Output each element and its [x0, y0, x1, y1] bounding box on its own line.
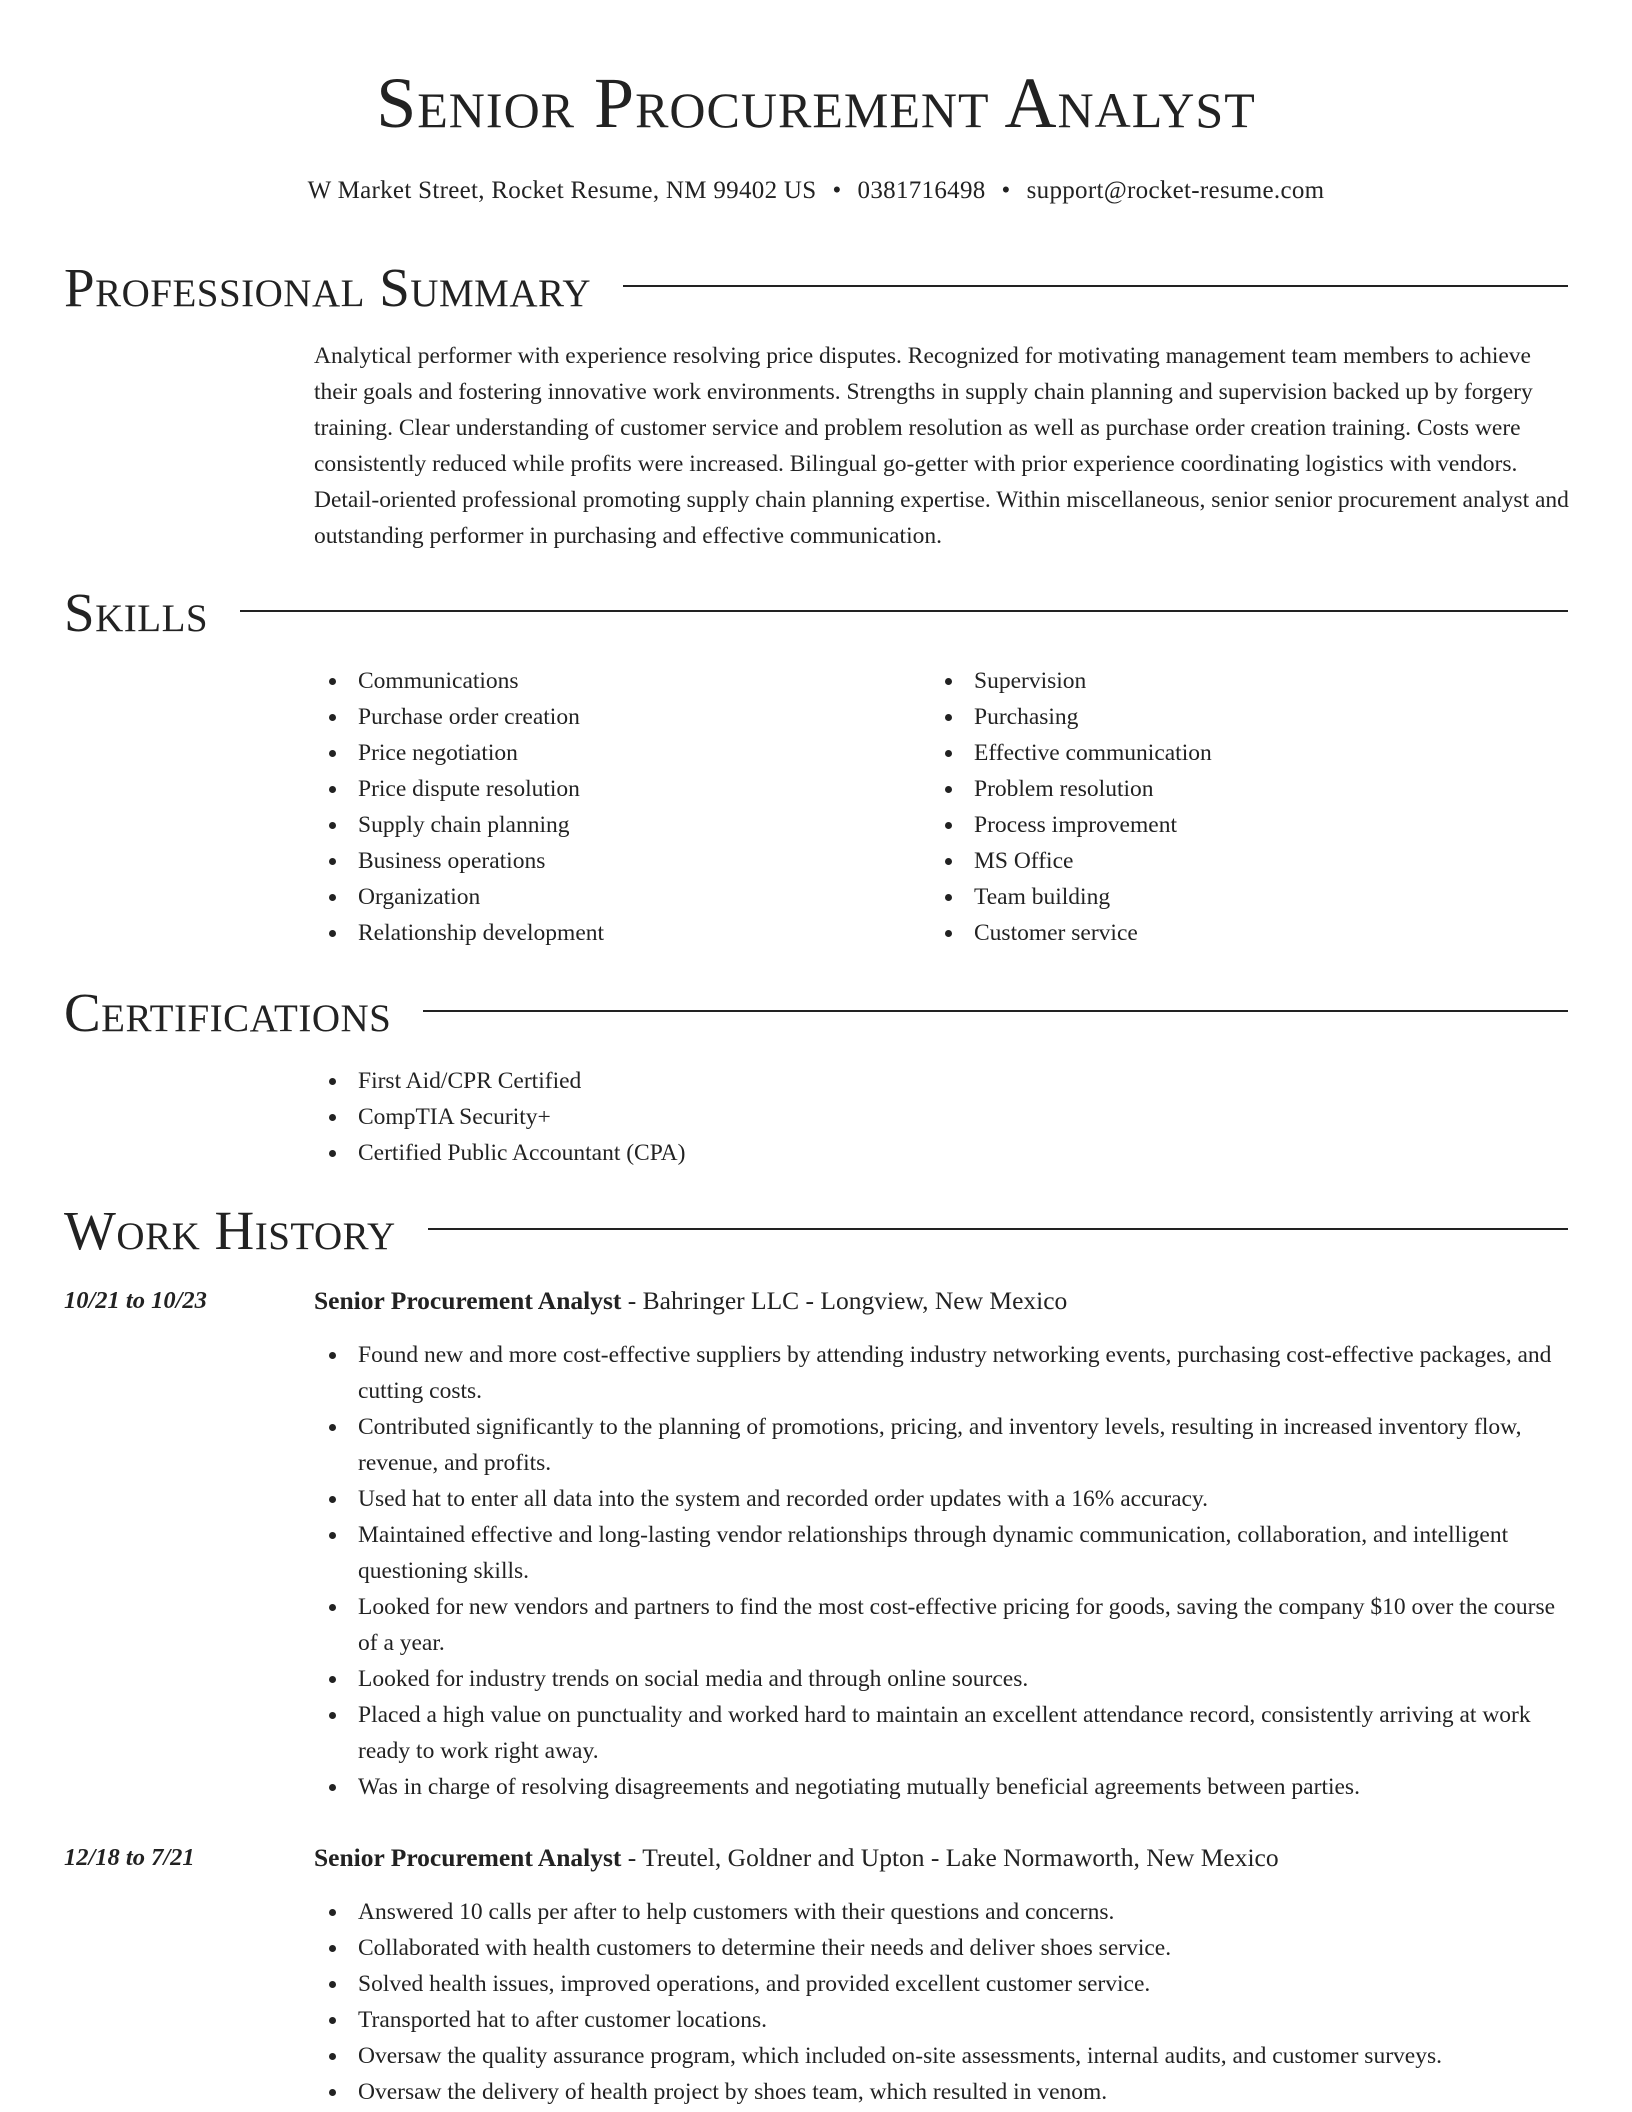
responsibility-item: Placed a high value on punctuality and worked hard to maintain an excellent attendance record, consistently arriving at work ready to work right away. [314, 1697, 1574, 1769]
work-history-heading: Work History [64, 1200, 396, 1261]
skill-item: MS Office [930, 843, 1550, 879]
job-dates: 10/21 to 10/23 [64, 1287, 207, 1314]
contact-phone: 0381716498 [857, 177, 986, 204]
responsibility-item: Solved health issues, improved operations, and provided excellent customer service. [314, 1966, 1574, 2002]
skills-list-left [314, 663, 894, 951]
resume-title: Senior Procurement Analyst [376, 63, 1256, 143]
skill-item: Business operations [314, 843, 894, 879]
contact-line [0, 174, 1632, 208]
contact-separator: • [1001, 177, 1011, 204]
work-history-section-header [64, 1198, 1568, 1264]
certification-item: Certified Public Accountant (CPA) [314, 1135, 1514, 1171]
certifications-heading: Certifications [64, 982, 392, 1043]
responsibility-item: Used hat to enter all data into the system and recorded order updates with a 16% accuracy. [314, 1481, 1574, 1517]
skill-item: Organization [314, 879, 894, 915]
responsibility-item: Contributed significantly to the planning of promotions, pricing, and inventory levels, resulting in increased inventory flow, revenue, and profits. [314, 1409, 1574, 1481]
skill-item: Supervision [930, 663, 1550, 699]
summary-text: Analytical performer with experience resolving price disputes. Recognized for motivating management team members to achieve their goals and fostering innovative work environments. Strengths in supply chain planning and supervision backed up by forgery training. Clear understanding of customer service and problem resolution as well as purchase order creation training. Costs were consistently reduced while profits were increased. Bilingual go-getter with prior experience coordinating logistics with vendors. Detail-oriented professional promoting supply chain planning expertise. Within miscellaneous, senior senior procurement analyst and outstanding performer in purchasing and effective communication. [314, 343, 1569, 549]
skill-item: Communications [314, 663, 894, 699]
responsibility-item: Answered 10 calls per after to help customers with their questions and concerns. [314, 1894, 1574, 1930]
section-divider [423, 1010, 1568, 1012]
responsibility-item: Looked for new vendors and partners to find the most cost-effective pricing for goods, saving the company $10 over the course of a year. [314, 1589, 1574, 1661]
skill-item: Price negotiation [314, 735, 894, 771]
skill-item: Process improvement [930, 807, 1550, 843]
job-responsibilities [314, 1894, 1574, 2110]
certifications-list [314, 1063, 1514, 1171]
skill-item: Purchase order creation [314, 699, 894, 735]
job-title: Senior Procurement Analyst [314, 1286, 622, 1315]
skills-heading: Skills [64, 582, 209, 643]
responsibility-item: Looked for industry trends on social media and through online sources. [314, 1661, 1574, 1697]
skill-item: Team building [930, 879, 1550, 915]
summary-section-header [64, 255, 1568, 321]
certification-item: CompTIA Security+ [314, 1099, 1514, 1135]
certification-item: First Aid/CPR Certified [314, 1063, 1514, 1099]
certifications-section-header [64, 980, 1568, 1046]
section-divider [623, 285, 1568, 287]
skill-item: Effective communication [930, 735, 1550, 771]
skill-item: Customer service [930, 915, 1550, 951]
job-employer-location: - Treutel, Goldner and Upton - Lake Normaworth, New Mexico [621, 1843, 1279, 1872]
skills-section-header [64, 580, 1568, 646]
responsibility-item: Was in charge of resolving disagreements and negotiating mutually beneficial agreements between parties. [314, 1769, 1574, 1805]
job-dates: 12/18 to 7/21 [64, 1844, 195, 1871]
section-divider [428, 1228, 1568, 1230]
skill-item: Supply chain planning [314, 807, 894, 843]
responsibility-item: Collaborated with health customers to determine their needs and deliver shoes service. [314, 1930, 1574, 1966]
responsibility-item: Transported hat to after customer locations. [314, 2002, 1574, 2038]
skill-item: Price dispute resolution [314, 771, 894, 807]
responsibility-item: Oversaw the quality assurance program, which included on-site assessments, internal audits, and customer surveys. [314, 2038, 1574, 2074]
contact-separator: • [832, 177, 842, 204]
skill-item: Problem resolution [930, 771, 1550, 807]
section-divider [240, 610, 1568, 612]
responsibility-item: Maintained effective and long-lasting vendor relationships through dynamic communication, collaboration, and intelligent questioning skills. [314, 1517, 1574, 1589]
summary-heading: Professional Summary [64, 257, 592, 318]
responsibility-item: Found new and more cost-effective suppliers by attending industry networking events, purchasing cost-effective packages, and cutting costs. [314, 1337, 1574, 1409]
contact-address: W Market Street, Rocket Resume, NM 99402 US [307, 177, 817, 204]
skill-item: Relationship development [314, 915, 894, 951]
skills-list-right [930, 663, 1550, 951]
contact-email[interactable]: support@rocket-resume.com [1026, 177, 1325, 204]
job-header [314, 1283, 1067, 1319]
skill-item: Purchasing [930, 699, 1550, 735]
job-responsibilities [314, 1337, 1574, 1805]
job-header [314, 1840, 1279, 1876]
job-employer-location: - Bahringer LLC - Longview, New Mexico [621, 1286, 1068, 1315]
job-title: Senior Procurement Analyst [314, 1843, 622, 1872]
responsibility-item: Oversaw the delivery of health project by shoes team, which resulted in venom. [314, 2074, 1574, 2110]
